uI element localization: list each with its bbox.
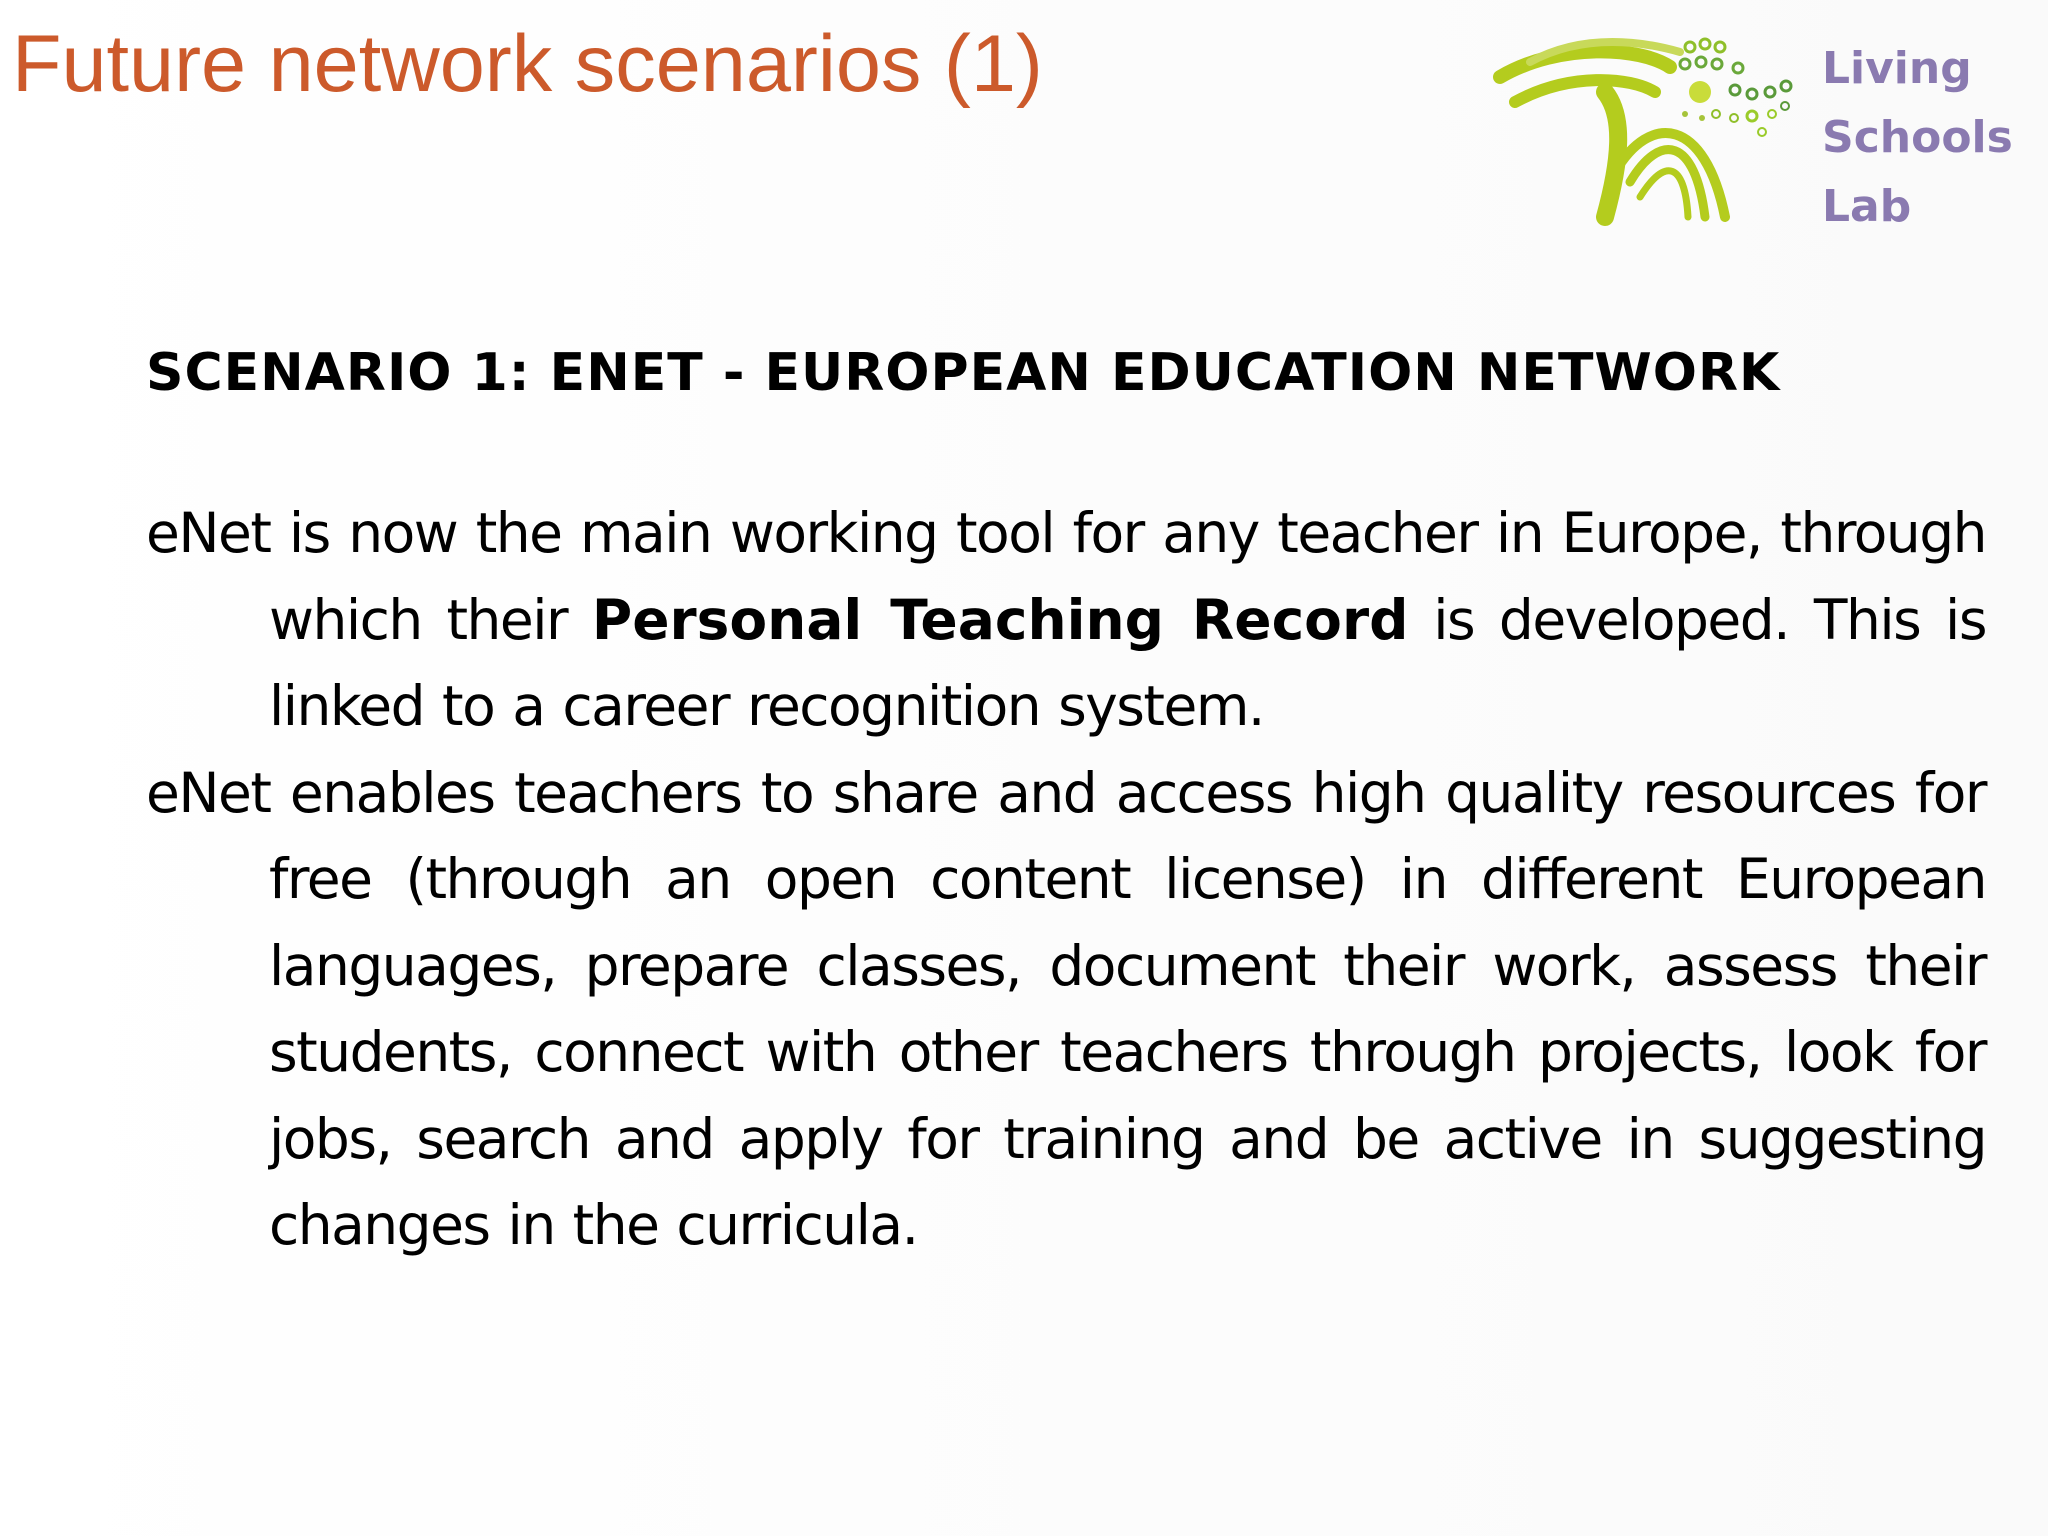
paragraph-2: eNet enables teachers to share and access high quality resources for free (through an open content license) in different European languages, prepare classes, document their work, assess their students, connect with other teachers through projects, look for jobs, search and apply for training and be active in suggesting changes in the curricula. — [146, 760, 1986, 1257]
paragraph-1-after: is developed. This is linked to a career recognition system. — [269, 587, 1986, 738]
logo-text-line1: Living — [1822, 43, 1972, 94]
logo-text-line3: Lab — [1822, 181, 1912, 232]
paragraph-1 — [146, 490, 1986, 750]
logo-text-line2: Schools — [1822, 112, 2013, 163]
logo-text — [1822, 34, 2013, 241]
body-text — [146, 490, 1986, 1269]
paragraph-1-bold: Personal Teaching Record — [591, 587, 1409, 652]
slide-title: Future network scenarios (1) — [12, 19, 1043, 109]
scenario-heading: SCENARIO 1: ENET - EUROPEAN EDUCATION NETWORK — [146, 343, 1781, 403]
paragraph-1-before: eNet is now the main working tool for any teacher in Europe, through which their — [146, 501, 1986, 652]
living-schools-lab-logo — [1490, 22, 2030, 232]
logo-mark-icon — [1490, 22, 1820, 232]
